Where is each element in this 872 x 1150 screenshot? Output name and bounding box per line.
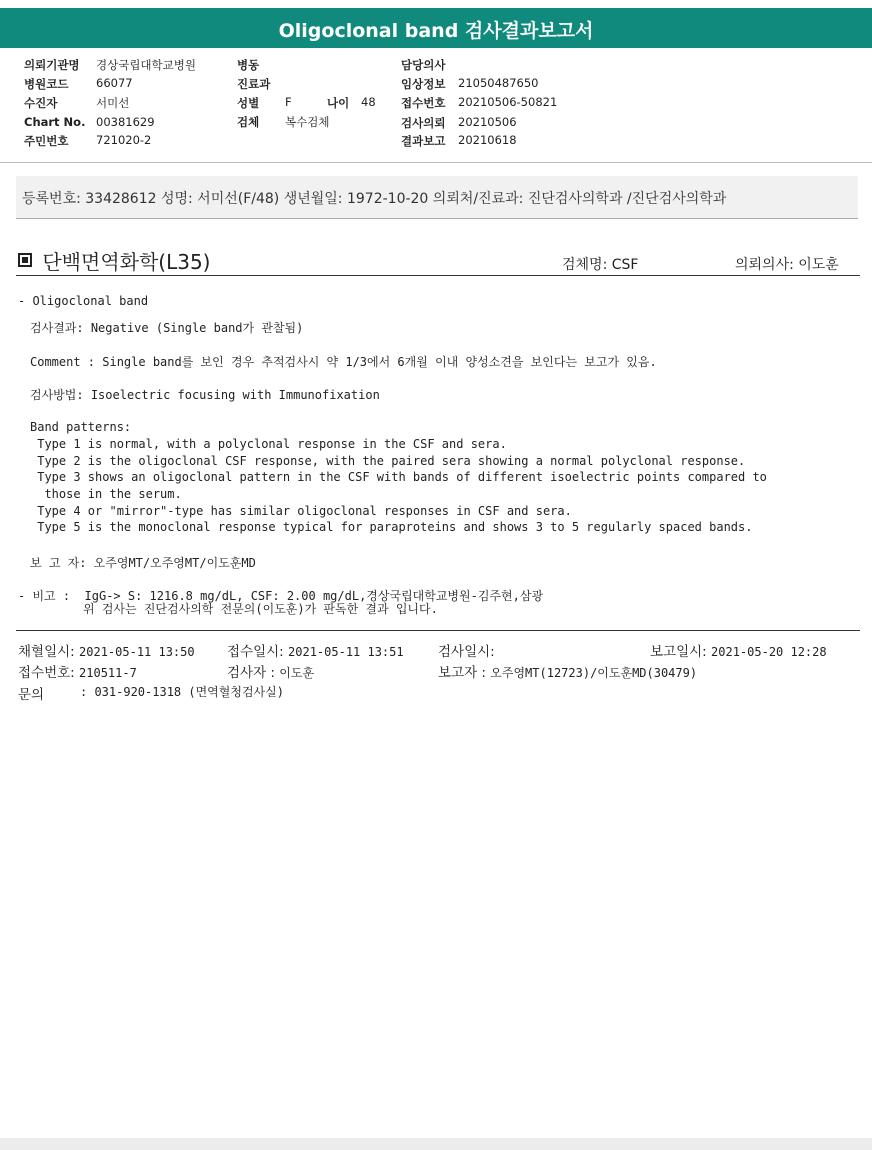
header-row-receipt-no: 접수번호 20210506-50821 xyxy=(401,95,558,110)
section-divider xyxy=(16,275,860,276)
reporters-line: 보 고 자: 오주영MT/오주영MT/이도훈MD xyxy=(30,556,256,570)
collection-time: 채혈일시: 2021-05-11 13:50 xyxy=(18,644,195,660)
section-heading xyxy=(18,246,210,275)
test-time: 검사일시: xyxy=(438,644,495,660)
test-method: 검사방법: Isoelectric focusing with Immunofixation xyxy=(30,388,380,402)
header-row-doctor: 담당의사 xyxy=(401,58,446,72)
header-row-patient: 수진자 서미선 xyxy=(24,96,130,110)
header-row-department: 진료과 xyxy=(237,77,271,91)
header-row-ward: 병동 xyxy=(237,58,260,72)
report-time: 보고일시: 2021-05-20 12:28 xyxy=(650,644,827,660)
header-row-specimen: 검체 복수검체 xyxy=(237,115,330,129)
note-line: 위 검사는 진단검사의학 전문의(이도훈)가 판독한 결과 입니다. xyxy=(18,602,438,616)
requesting-physician: 의뢰의사: 이도훈 xyxy=(735,257,839,273)
pattern-line: Type 5 is the monoclonal response typical for paraproteins and shows 3 to 5 regularly spaced bands. xyxy=(30,520,753,534)
bottom-strip xyxy=(0,1138,872,1150)
header-row-report-date: 결과보고 20210618 xyxy=(401,133,517,148)
pattern-line: Type 2 is the oligoclonal CSF response, with the paired sera showing a normal polyclonal response. xyxy=(30,454,746,468)
footer-divider xyxy=(16,630,860,631)
tester: 검사자 : 이도훈 xyxy=(227,665,315,681)
header-row-institution: 의뢰기관명 경상국립대학교병원 xyxy=(24,58,196,72)
pattern-line: Type 1 is normal, with a polyclonal response in the CSF and sera. xyxy=(30,437,507,451)
registration-text: 등록번호: 33428612 성명: 서미선(F/48) 생년월일: 1972-10-20 의뢰처/진료과: 진단검사의학과 /진단검사의학과 xyxy=(22,191,727,207)
receipt-time: 접수일시: 2021-05-11 13:51 xyxy=(227,644,404,660)
registration-bar xyxy=(16,176,858,219)
test-result: 검사결과: Negative (Single band가 관찰됨) xyxy=(30,321,304,335)
header-row-resident-no: 주민번호 721020-2 xyxy=(24,133,152,148)
pattern-line: those in the serum. xyxy=(30,487,182,501)
contact-info: 문의 : 031-920-1318 (면역혈청검사실) xyxy=(18,685,284,703)
report-title: Oligoclonal band 검사결과보고서 xyxy=(278,20,594,42)
header-row-sex: 성별 F 나이 48 xyxy=(237,95,376,110)
header-row-hospital-code: 병원코드 66077 xyxy=(24,76,133,91)
test-comment: Comment : Single band를 보인 경우 추적검사시 약 1/3에서 6개월 이내 양성소견을 보인다는 보고가 있음. xyxy=(30,355,657,369)
header-divider xyxy=(0,162,872,163)
header-row-request-date: 검사의뢰 20210506 xyxy=(401,115,517,130)
report-title-banner xyxy=(0,8,872,48)
pattern-line: Type 4 or "mirror"-type has similar oligoclonal responses in CSF and sera. xyxy=(30,504,572,518)
header-row-chart-no: Chart No. 00381629 xyxy=(24,115,155,129)
specimen-name: 검체명: CSF xyxy=(562,257,639,273)
reporter: 보고자 : 오주영MT(12723)/이도훈MD(30479) xyxy=(438,665,698,681)
section-title: 단백면역화학(L35) xyxy=(42,250,211,274)
pattern-line: Type 3 shows an oligoclonal pattern in the CSF with bands of different isoelectric points compared to xyxy=(30,470,767,484)
square-bullet-icon xyxy=(18,253,32,267)
patterns-title: Band patterns: xyxy=(30,420,132,434)
test-name: - Oligoclonal band xyxy=(18,294,149,308)
receipt-number: 접수번호: 210511-7 xyxy=(18,665,137,681)
note-line: - 비고 : IgG-> S: 1216.8 mg/dL, CSF: 2.00 mg/dL,경상국립대학교병원-김주현,삼광 xyxy=(18,589,544,603)
header-row-clinical-info: 임상정보 21050487650 xyxy=(401,76,539,91)
